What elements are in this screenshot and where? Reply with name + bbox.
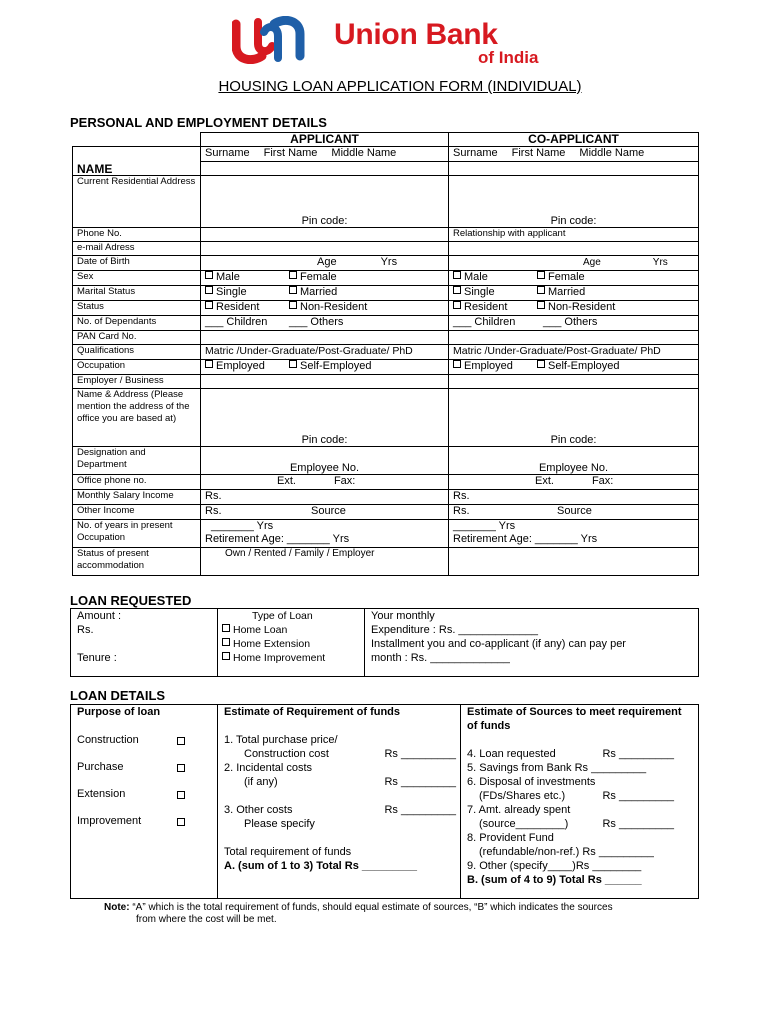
employed-checkbox[interactable]: Employed [205, 360, 289, 373]
applicant-qualifications-options[interactable]: Matric /Under-Graduate/Post-Graduate/ PhD [201, 345, 449, 360]
applicant-office-address-input[interactable] [201, 389, 449, 447]
home-extension-checkbox[interactable]: Home Extension [222, 637, 360, 651]
co-applicant-address-input[interactable] [449, 176, 699, 228]
applicant-dob-input[interactable] [201, 256, 449, 271]
loan-details-title: LOAN DETAILS [70, 688, 166, 703]
purpose-improvement-checkbox[interactable]: Improvement [77, 814, 213, 828]
savings-input[interactable]: 5. Savings from Bank Rs _________ [467, 762, 647, 774]
applicant-name-input[interactable] [201, 162, 449, 176]
name-label: NAME [73, 147, 201, 176]
loan-type-label: Type of Loan [252, 610, 313, 622]
married-checkbox[interactable]: Married [537, 286, 585, 299]
loan-requested-table [70, 608, 699, 677]
purpose-extension-checkbox[interactable]: Extension [77, 787, 213, 801]
co-applicant-pan-input[interactable] [449, 331, 699, 345]
applicant-email-input[interactable] [201, 242, 449, 256]
co-applicant-dob-input[interactable] [449, 256, 699, 271]
co-applicant-other-income-input[interactable]: Rs. Source [449, 505, 699, 520]
self-employed-checkbox[interactable]: Self-Employed [289, 360, 372, 373]
other-source-input[interactable]: 9. Other (specify____)Rs ________ [467, 860, 642, 872]
yrs-label: Yrs [380, 256, 398, 268]
female-checkbox[interactable]: Female [289, 271, 337, 284]
accommodation-blank [449, 548, 699, 576]
pin-code-label: Pin code: [550, 434, 597, 446]
address-label: Current Residential Address [73, 176, 201, 228]
applicant-name-parts [201, 147, 449, 162]
single-checkbox[interactable]: Single [453, 286, 537, 299]
applicant-salary-input[interactable]: Rs. [201, 490, 449, 505]
co-applicant-designation-input[interactable] [449, 447, 699, 475]
middle-name-label: Middle Name [331, 147, 397, 159]
applicant-pan-input[interactable] [201, 331, 449, 345]
years-in-occupation-label: No. of years in present Occupation [73, 520, 201, 548]
non-resident-checkbox[interactable]: Non-Resident [537, 301, 615, 314]
marital-status-label: Marital Status [73, 286, 201, 301]
co-applicant-name-input[interactable] [449, 162, 699, 176]
email-label: e-mail Adress [73, 242, 201, 256]
note-label: Note: [104, 902, 130, 913]
pan-label: PAN Card No. [73, 331, 201, 345]
co-applicant-email-input[interactable] [449, 242, 699, 256]
sex-label: Sex [73, 271, 201, 286]
single-checkbox[interactable]: Single [205, 286, 289, 299]
dependants-label: No. of Dependants [73, 316, 201, 331]
applicant-header: APPLICANT [201, 133, 449, 147]
resident-checkbox[interactable]: Resident [205, 301, 289, 314]
applicant-address-input[interactable] [201, 176, 449, 228]
yrs-label: Yrs [652, 257, 668, 268]
applicant-designation-input[interactable] [201, 447, 449, 475]
total-a-input[interactable]: A. (sum of 1 to 3) Total Rs _________ [224, 860, 417, 872]
amount-cell[interactable] [71, 609, 218, 677]
other-income-label: Other Income [73, 505, 201, 520]
co-applicant-header: CO-APPLICANT [449, 133, 699, 147]
purpose-cell [71, 705, 218, 899]
home-improvement-checkbox[interactable]: Home Improvement [222, 651, 360, 665]
applicant-years-input[interactable]: _______ Yrs Retirement Age: _______ Yrs [201, 520, 449, 548]
pin-code-label: Pin code: [301, 434, 348, 446]
applicant-employer-input[interactable] [201, 375, 449, 389]
salary-label: Monthly Salary Income [73, 490, 201, 505]
purpose-header: Purpose of loan [77, 706, 161, 718]
self-employed-checkbox[interactable]: Self-Employed [537, 360, 620, 373]
applicant-phone-input[interactable] [201, 228, 449, 242]
co-applicant-qualifications-options[interactable]: Matric /Under-Graduate/Post-Graduate/ PhD [449, 345, 699, 360]
note [104, 902, 704, 926]
age-label: Age [317, 256, 337, 268]
co-applicant-name-parts [449, 147, 699, 162]
investments-input[interactable]: (FDs/Shares etc.) Rs _________ [479, 790, 674, 802]
accommodation-label: Status of present accommodation [73, 548, 201, 576]
note-line-2: from where the cost will be met. [136, 914, 277, 925]
designation-label: Designation and Department [73, 447, 201, 475]
co-applicant-dependants-input[interactable]: ___ Children ___ Others [449, 316, 699, 331]
first-name-label: First Name [511, 147, 566, 159]
monthly-cell[interactable]: Your monthly Expenditure : Rs. _____________ Installment you and co-applicant (if any) can pay per month : Rs. _____________ [365, 609, 699, 677]
amount-label: Amount : [77, 610, 122, 622]
married-checkbox[interactable]: Married [289, 286, 337, 299]
loan-type-cell [218, 609, 365, 677]
sources-cell: Estimate of Sources to meet requirement of funds 4. Loan requested Rs _________ 5. Savings from Bank Rs _________ 6. Disposal of investments (FDs/Shares etc.) Rs _________ 7. Amt. already spent (source________) Rs _________ 8. Provident Fund (refundable/non-ref.) Rs _________ 9. Other (specify____)Rs ________ B. (sum of 4 to 9) Total Rs ______ [461, 705, 699, 899]
incidental-costs-input[interactable]: (if any) Rs _________ [244, 776, 456, 788]
construction-cost-input[interactable]: Construction cost Rs _________ [244, 748, 456, 760]
bank-subtitle: of India [478, 48, 539, 67]
phone-label: Phone No. [73, 228, 201, 242]
personal-section-title: PERSONAL AND EMPLOYMENT DETAILS [70, 115, 327, 130]
age-label: Age [583, 257, 601, 268]
status-label: Status [73, 301, 201, 316]
occupation-label: Occupation [73, 360, 201, 375]
employee-no-label: Employee No. [538, 462, 609, 474]
applicant-office-phone-input[interactable]: Ext. Fax: [201, 475, 449, 490]
amount-spent-input[interactable]: (source________) Rs _________ [479, 818, 674, 830]
first-name-label: First Name [263, 147, 318, 159]
purpose-construction-checkbox[interactable]: Construction [77, 733, 213, 747]
form-title: HOUSING LOAN APPLICATION FORM (INDIVIDUAL) [218, 78, 582, 95]
loan-details-table [70, 704, 699, 899]
qualifications-label: Qualifications [73, 345, 201, 360]
male-checkbox[interactable]: Male [205, 271, 289, 284]
office-phone-label: Office phone no. [73, 475, 201, 490]
dob-label: Date of Birth [73, 256, 201, 271]
pin-code-label: Pin code: [301, 215, 348, 227]
purpose-purchase-checkbox[interactable]: Purchase [77, 760, 213, 774]
pin-code-label: Pin code: [550, 215, 597, 227]
loan-requested-title: LOAN REQUESTED [70, 593, 192, 608]
tenure-label: Tenure : [77, 652, 117, 664]
surname-label: Surname [205, 147, 250, 159]
union-bank-logo-icon [232, 16, 306, 64]
co-applicant-years-input[interactable]: _______ Yrs Retirement Age: _______ Yrs [449, 520, 699, 548]
bank-name: Union Bank [334, 18, 498, 51]
accommodation-options[interactable]: Own / Rented / Family / Employer [201, 548, 449, 576]
employed-checkbox[interactable]: Employed [453, 360, 537, 373]
relationship-label[interactable]: Relationship with applicant [449, 228, 699, 242]
surname-label: Surname [453, 147, 498, 159]
home-loan-checkbox[interactable]: Home Loan [222, 623, 360, 637]
co-applicant-salary-input[interactable]: Rs. [449, 490, 699, 505]
total-b-input[interactable]: B. (sum of 4 to 9) Total Rs ______ [467, 874, 642, 886]
applicant-other-income-input[interactable]: Rs. Source [201, 505, 449, 520]
employer-label: Employer / Business [73, 375, 201, 389]
other-costs-input[interactable]: 3. Other costs Rs _________ [224, 804, 456, 816]
non-resident-checkbox[interactable]: Non-Resident [289, 301, 367, 314]
middle-name-label: Middle Name [579, 147, 645, 159]
employee-no-label: Employee No. [289, 462, 360, 474]
resident-checkbox[interactable]: Resident [453, 301, 537, 314]
note-line-1: “A” which is the total requirement of funds, should equal estimate of sources, “B” which indicates the sources [132, 902, 613, 913]
amount-rs: Rs. [77, 624, 94, 636]
female-checkbox[interactable]: Female [537, 271, 585, 284]
requirement-cell: Estimate of Requirement of funds 1. Total purchase price/ Construction cost Rs _________ 2. Incidental costs (if any) Rs _________ 3. Other costs Rs _________ Please specify Total requirement of funds A. (sum of 1 to 3) Total Rs _________ [218, 705, 461, 899]
co-applicant-employer-input[interactable] [449, 375, 699, 389]
male-checkbox[interactable]: Male [453, 271, 537, 284]
co-applicant-office-phone-input[interactable]: Ext. Fax: [449, 475, 699, 490]
loan-requested-input[interactable]: 4. Loan requested Rs _________ [467, 748, 674, 760]
co-applicant-office-address-input[interactable] [449, 389, 699, 447]
sources-header: Estimate of Sources to meet requirement of funds [467, 706, 682, 732]
requirement-header: Estimate of Requirement of funds [224, 706, 401, 718]
personal-details-table [72, 132, 699, 576]
office-address-label: Name & Address (Please mention the address of the office you are based at) [73, 389, 201, 447]
provident-fund-input[interactable]: (refundable/non-ref.) Rs _________ [479, 846, 654, 858]
applicant-dependants-input[interactable]: ___ Children ___ Others [201, 316, 449, 331]
